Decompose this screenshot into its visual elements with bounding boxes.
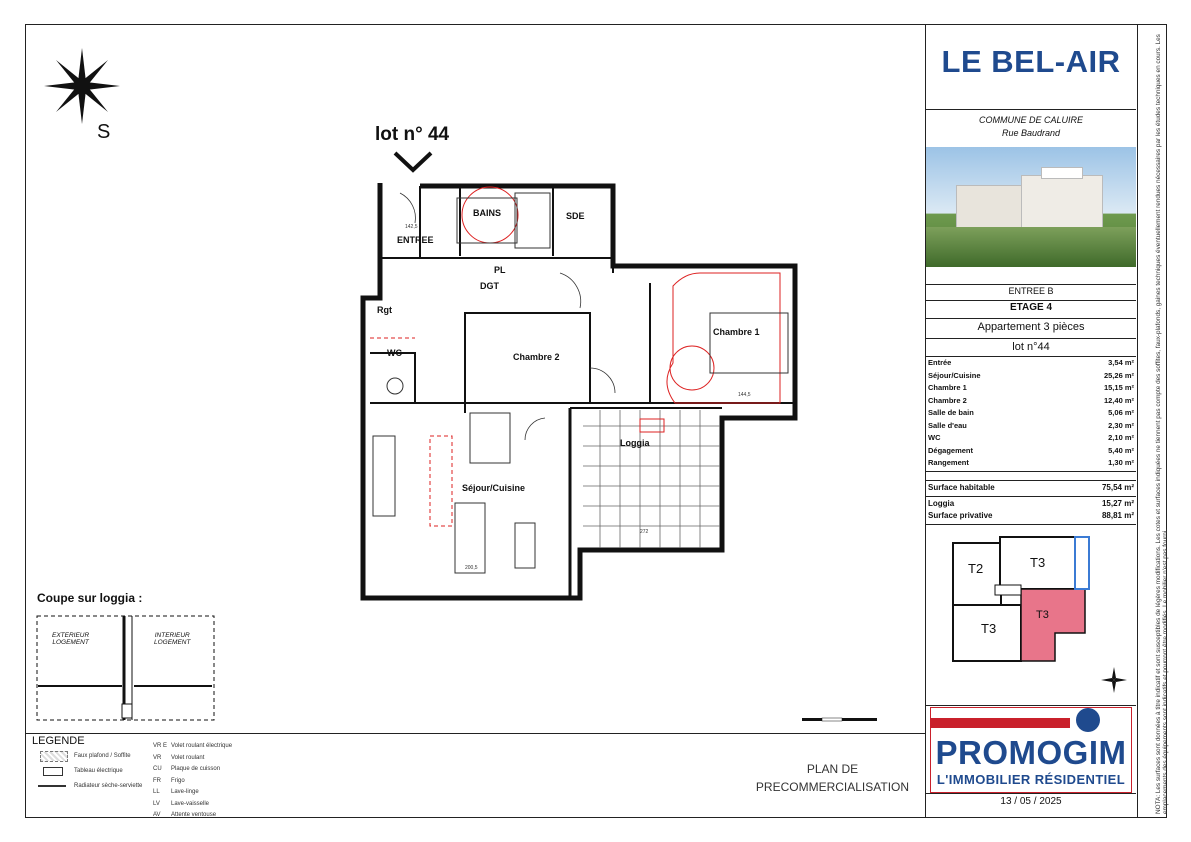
note-divider xyxy=(1137,24,1138,818)
total-row: Loggia 15,27 m² xyxy=(928,499,1134,508)
street: Rue Baudrand xyxy=(1001,128,1061,138)
room-chambre2: Chambre 2 xyxy=(513,352,560,362)
room-chambre1: Chambre 1 xyxy=(713,327,760,337)
promoter-name: PROMOGIM xyxy=(935,734,1127,771)
lot-arrow-icon xyxy=(393,150,433,174)
building-photo xyxy=(926,147,1136,267)
compass-label: S xyxy=(97,121,111,143)
svg-text:142,5: 142,5 xyxy=(405,224,418,230)
small-compass-icon xyxy=(1100,666,1128,694)
room-entree: ENTREE xyxy=(397,235,434,245)
area-row: Salle d'eau 2,30 m² xyxy=(928,420,1134,430)
commune: COMMUNE DE CALUIRE xyxy=(978,115,1083,125)
legend-item-soffit: Faux plafond / Soffite xyxy=(74,753,131,759)
keyplan-t3-left: T3 xyxy=(981,621,997,636)
key-plan xyxy=(945,533,1095,663)
project-title: LE BEL-AIR xyxy=(941,44,1121,79)
legend-title: LEGENDE xyxy=(32,735,85,747)
legend-item-panel: Tableau électrique xyxy=(74,768,123,774)
legend-divider xyxy=(25,733,925,734)
svg-text:144,5: 144,5 xyxy=(738,392,751,398)
room-sejour: Séjour/Cuisine xyxy=(462,483,526,493)
soffit-legend-icon xyxy=(40,751,68,762)
svg-text:200,5: 200,5 xyxy=(465,565,478,571)
legal-note: NOTA: Les surfaces sont données à titre indicatif et sont susceptibles de légères modifications. Les cotes et surfaces indiquées ne tiennent pas compte des soffites, faux-plafonds, gaines techniques éventuellement rendues nécessaires par les études techniques en cours. Les emplacements des équipements sont indicatifs et pourront être modifiés. Le mobilier n'est pas fourni. xyxy=(1155,34,1169,814)
lot-number: lot n°44 xyxy=(1012,341,1050,353)
electric-panel-icon xyxy=(43,767,63,776)
svg-text:272: 272 xyxy=(640,529,649,535)
total-row: Surface habitable 75,54 m² xyxy=(928,483,1134,492)
radiator-icon xyxy=(38,785,66,787)
area-row: Séjour/Cuisine 25,26 m² xyxy=(928,370,1134,380)
plan-date: 13 / 05 / 2025 xyxy=(1000,796,1062,807)
plan-caption: PLAN DE PRECOMMERCIALISATION xyxy=(755,762,910,794)
promogim-globe-icon xyxy=(1076,708,1100,732)
keyplan-t3-highlight: T3 xyxy=(1036,609,1049,621)
total-row: Surface privative 88,81 m² xyxy=(928,511,1134,520)
floor: ETAGE 4 xyxy=(1009,302,1053,313)
promoter-sub: L'IMMOBILIER RÉSIDENTIEL xyxy=(936,772,1126,787)
title-block-divider xyxy=(925,24,926,818)
room-pl: PL xyxy=(494,265,506,275)
coupe-exterior: EXTERIEUR LOGEMENT xyxy=(52,632,90,646)
room-sde: SDE xyxy=(566,211,585,221)
scale-bar xyxy=(782,713,882,725)
keyplan-t3-top: T3 xyxy=(1030,555,1046,570)
entrance: ENTREE B xyxy=(1008,286,1054,296)
room-bains: BAINS xyxy=(473,208,502,218)
coupe-interior: INTERIEUR LOGEMENT xyxy=(154,632,191,646)
legend-codes: VR E Volet roulant électrique VR Volet roulant CU Plaque de cuisson FR Frigo LL Lave-linge LV Lave-vaisselle AV Attente ventouse xyxy=(153,743,233,818)
room-wc: WC xyxy=(387,348,402,358)
lot-label: lot n° 44 xyxy=(375,124,450,145)
area-row: WC 2,10 m² xyxy=(928,433,1134,442)
room-rgt: Rgt xyxy=(377,305,392,315)
promogim-bar xyxy=(930,718,1070,728)
room-dgt: DGT xyxy=(480,281,499,291)
compass-rose-icon xyxy=(40,44,130,144)
keyplan-t2: T2 xyxy=(968,561,984,576)
coupe-drawing xyxy=(36,614,216,722)
area-row: Salle de bain 5,06 m² xyxy=(928,408,1134,417)
area-row: Dégagement 5,40 m² xyxy=(928,445,1134,455)
coupe-title: Coupe sur loggia : xyxy=(37,591,143,605)
room-loggia: Loggia xyxy=(620,438,650,448)
legend-item-radiator: Radiateur sèche-serviette xyxy=(74,783,143,789)
area-row: Rangement 1,30 m² xyxy=(928,458,1134,467)
area-row: Entrée 3,54 m² xyxy=(928,358,1134,367)
area-row: Chambre 2 12,40 m² xyxy=(928,395,1134,405)
area-row: Chambre 1 15,15 m² xyxy=(928,383,1134,392)
apartment-type: Appartement 3 pièces xyxy=(977,321,1085,333)
